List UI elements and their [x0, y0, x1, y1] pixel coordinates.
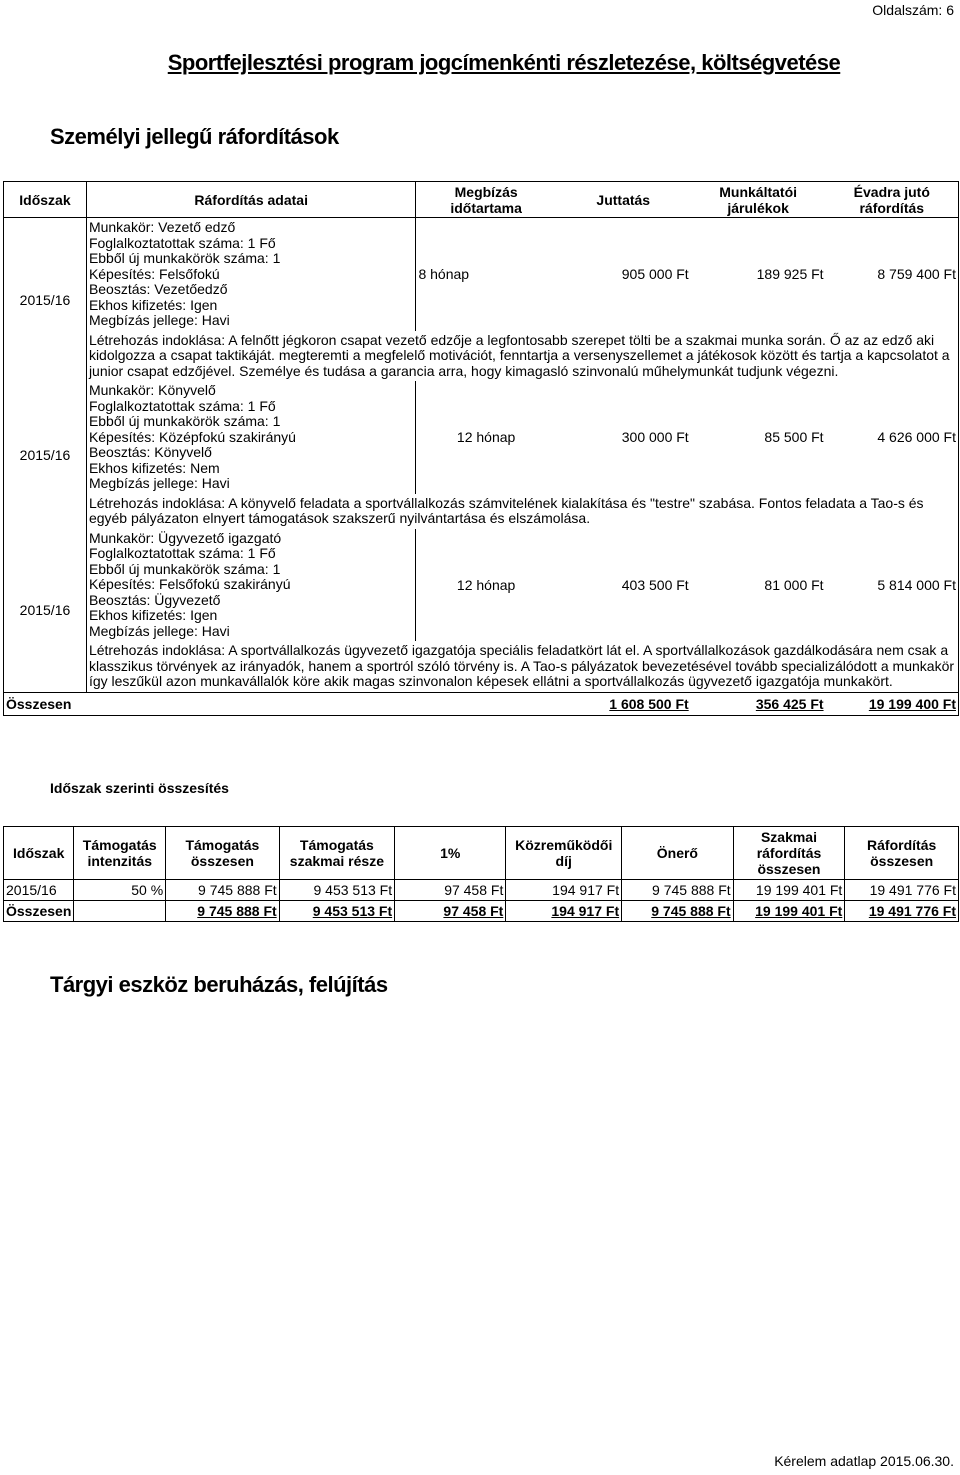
summary-cell: 19 199 401 Ft — [733, 901, 845, 922]
row-annual: 4 626 000 Ft — [877, 429, 956, 446]
header-pay: Juttatás — [556, 182, 691, 218]
summary-table — [3, 826, 959, 922]
summary-header-intensity: Támogatás intenzitás — [74, 827, 166, 880]
footer-text: Kérelem adatlap 2015.06.30. — [774, 1453, 954, 1469]
summary-cell-period: 2015/16 — [4, 880, 74, 901]
summary-cell: 9 453 513 Ft — [279, 901, 394, 922]
row-contrib: 81 000 Ft — [764, 576, 824, 593]
table-row-justification — [4, 331, 959, 382]
summary-cell: 9 745 888 Ft — [166, 880, 280, 901]
header-annual: Évadra jutó ráfordítás — [826, 182, 959, 218]
summary-header-period: Időszak — [4, 827, 74, 880]
summary-cell: 97 458 Ft — [395, 901, 506, 922]
summary-cell: 19 199 401 Ft — [733, 880, 845, 901]
total-annual: 19 199 400 Ft — [826, 692, 959, 715]
summary-total-row — [4, 901, 959, 922]
summary-cell: 9 453 513 Ft — [279, 880, 394, 901]
summary-cell: 19 491 776 Ft — [845, 880, 959, 901]
row-annual: 5 814 000 Ft — [877, 576, 956, 593]
table-row — [4, 381, 959, 494]
total-label: Összesen — [4, 692, 556, 715]
total-pay: 1 608 500 Ft — [556, 692, 691, 715]
row-duration: 12 hónap — [416, 529, 556, 642]
row-details: Munkakör: Ügyvezető igazgató Foglalkoztatottak száma: 1 Fő Ebből új munkakörök száma: 1 Képesítés: Felsőfokú szakirányú Beosztás: Ügyvezető Ekhos kifizetés: Igen Megbízás jellege: Havi — [86, 529, 416, 642]
row-duration: 8 hónap — [416, 218, 556, 331]
main-title: Sportfejlesztési program jogcímenkénti részletezése, költségvetése — [167, 50, 841, 75]
row-details: Munkakör: Könyvelő Foglalkoztatottak száma: 1 Fő Ebből új munkakörök száma: 1 Képesítés: Középfokú szakirányú Beosztás: Könyvelő Ekhos kifizetés: Nem Megbízás jellege: Havi — [86, 381, 416, 494]
total-contrib: 356 425 Ft — [691, 692, 826, 715]
row-pay: 300 000 Ft — [621, 429, 689, 446]
row-pay: 403 500 Ft — [621, 576, 689, 593]
row-period: 2015/16 — [19, 291, 71, 308]
total-row — [4, 692, 959, 715]
summary-total-label: Összesen — [4, 901, 74, 922]
row-annual: 8 759 400 Ft — [877, 266, 956, 283]
summary-cell: 9 745 888 Ft — [166, 901, 280, 922]
personal-table-header — [4, 182, 959, 218]
row-period: 2015/16 — [19, 446, 71, 463]
summary-header-support-professional: Támogatás szakmai része — [279, 827, 394, 880]
section-title-personal: Személyi jellegű ráfordítások — [50, 124, 339, 149]
summary-cell — [74, 901, 166, 922]
table-row-justification — [4, 494, 959, 529]
table-row-justification — [4, 641, 959, 692]
row-justification: Létrehozás indoklása: A felnőtt jégkoron csapat vezető edzője a legfontosabb szerepet tölti be a szakmai munka során. Ő az az edző aki kidolgozza a csapat taktikáját. megteremti a megfelelő motivációt, fenntartja a versenyszellemet a játékosok között és tartja a kapcsolatot a junior csapat edzőjével. Személye és tudása a garancia arra, hogy kimagasló szinvonalú műhelymunkát tudjunk végezni. — [86, 331, 958, 382]
table-row — [4, 218, 959, 331]
summary-table-header — [4, 827, 959, 880]
header-period: Időszak — [4, 182, 87, 218]
header-contrib: Munkáltatói járulékok — [691, 182, 826, 218]
header-details: Ráfordítás adatai — [86, 182, 416, 218]
personal-expenses-table — [3, 181, 959, 716]
page-number: Oldalszám: 6 — [872, 2, 954, 18]
row-contrib: 189 925 Ft — [756, 266, 824, 283]
row-justification: Létrehozás indoklása: A sportvállalkozás ügyvezető igazgatója speciális feladatkört lát el. A sportvállalkozások gazdálkodására nem csak a klasszikus törvények az irányadók, hanem a sportról szóló törvény is. A Tao-s pályázatok bevezetésével tovább specializálódott a munkakör így leszűkül azon munkavállalók köre akik magas szinvonalon képesek ellátni a sportvállalkozás ügyvezető igazgatója munkakört. — [86, 641, 958, 692]
summary-cell: 194 917 Ft — [506, 901, 622, 922]
section-title-assets: Tárgyi eszköz beruházás, felújítás — [50, 972, 388, 997]
row-justification: Létrehozás indoklása: A könyvelő feladata a sportvállalkozás számvitelének kialakítása és "testre" szabása. Fontos feladata a Tao-s és egyéb pályázaton elnyert támogatások szakszerű nyilvántartása és elszámolása. — [86, 494, 958, 529]
summary-cell: 9 745 888 Ft — [622, 901, 734, 922]
summary-cell: 19 491 776 Ft — [845, 901, 959, 922]
summary-header-fee: Közreműködői díj — [506, 827, 622, 880]
summary-header-one-percent: 1% — [395, 827, 506, 880]
summary-header-professional-expense: Szakmai ráfordítás összesen — [733, 827, 845, 880]
row-period: 2015/16 — [19, 602, 71, 618]
row-contrib: 85 500 Ft — [764, 429, 824, 446]
row-pay: 905 000 Ft — [621, 266, 689, 283]
table-row — [4, 529, 959, 642]
table-row — [4, 880, 959, 901]
summary-header-expense-total: Ráfordítás összesen — [845, 827, 959, 880]
summary-cell: 50 % — [74, 880, 166, 901]
summary-header-support-total: Támogatás összesen — [166, 827, 280, 880]
header-duration: Megbízás időtartama — [416, 182, 556, 218]
summary-header-own-funds: Önerő — [622, 827, 734, 880]
summary-cell: 9 745 888 Ft — [622, 880, 734, 901]
summary-title: Időszak szerinti összesítés — [50, 780, 229, 796]
summary-cell: 194 917 Ft — [506, 880, 622, 901]
row-duration: 12 hónap — [416, 381, 556, 494]
row-details: Munkakör: Vezető edző Foglalkoztatottak száma: 1 Fő Ebből új munkakörök száma: 1 Képesítés: Felsőfokú Beosztás: Vezetőedző Ekhos kifizetés: Igen Megbízás jellege: Havi — [86, 218, 416, 331]
summary-cell: 97 458 Ft — [395, 880, 506, 901]
